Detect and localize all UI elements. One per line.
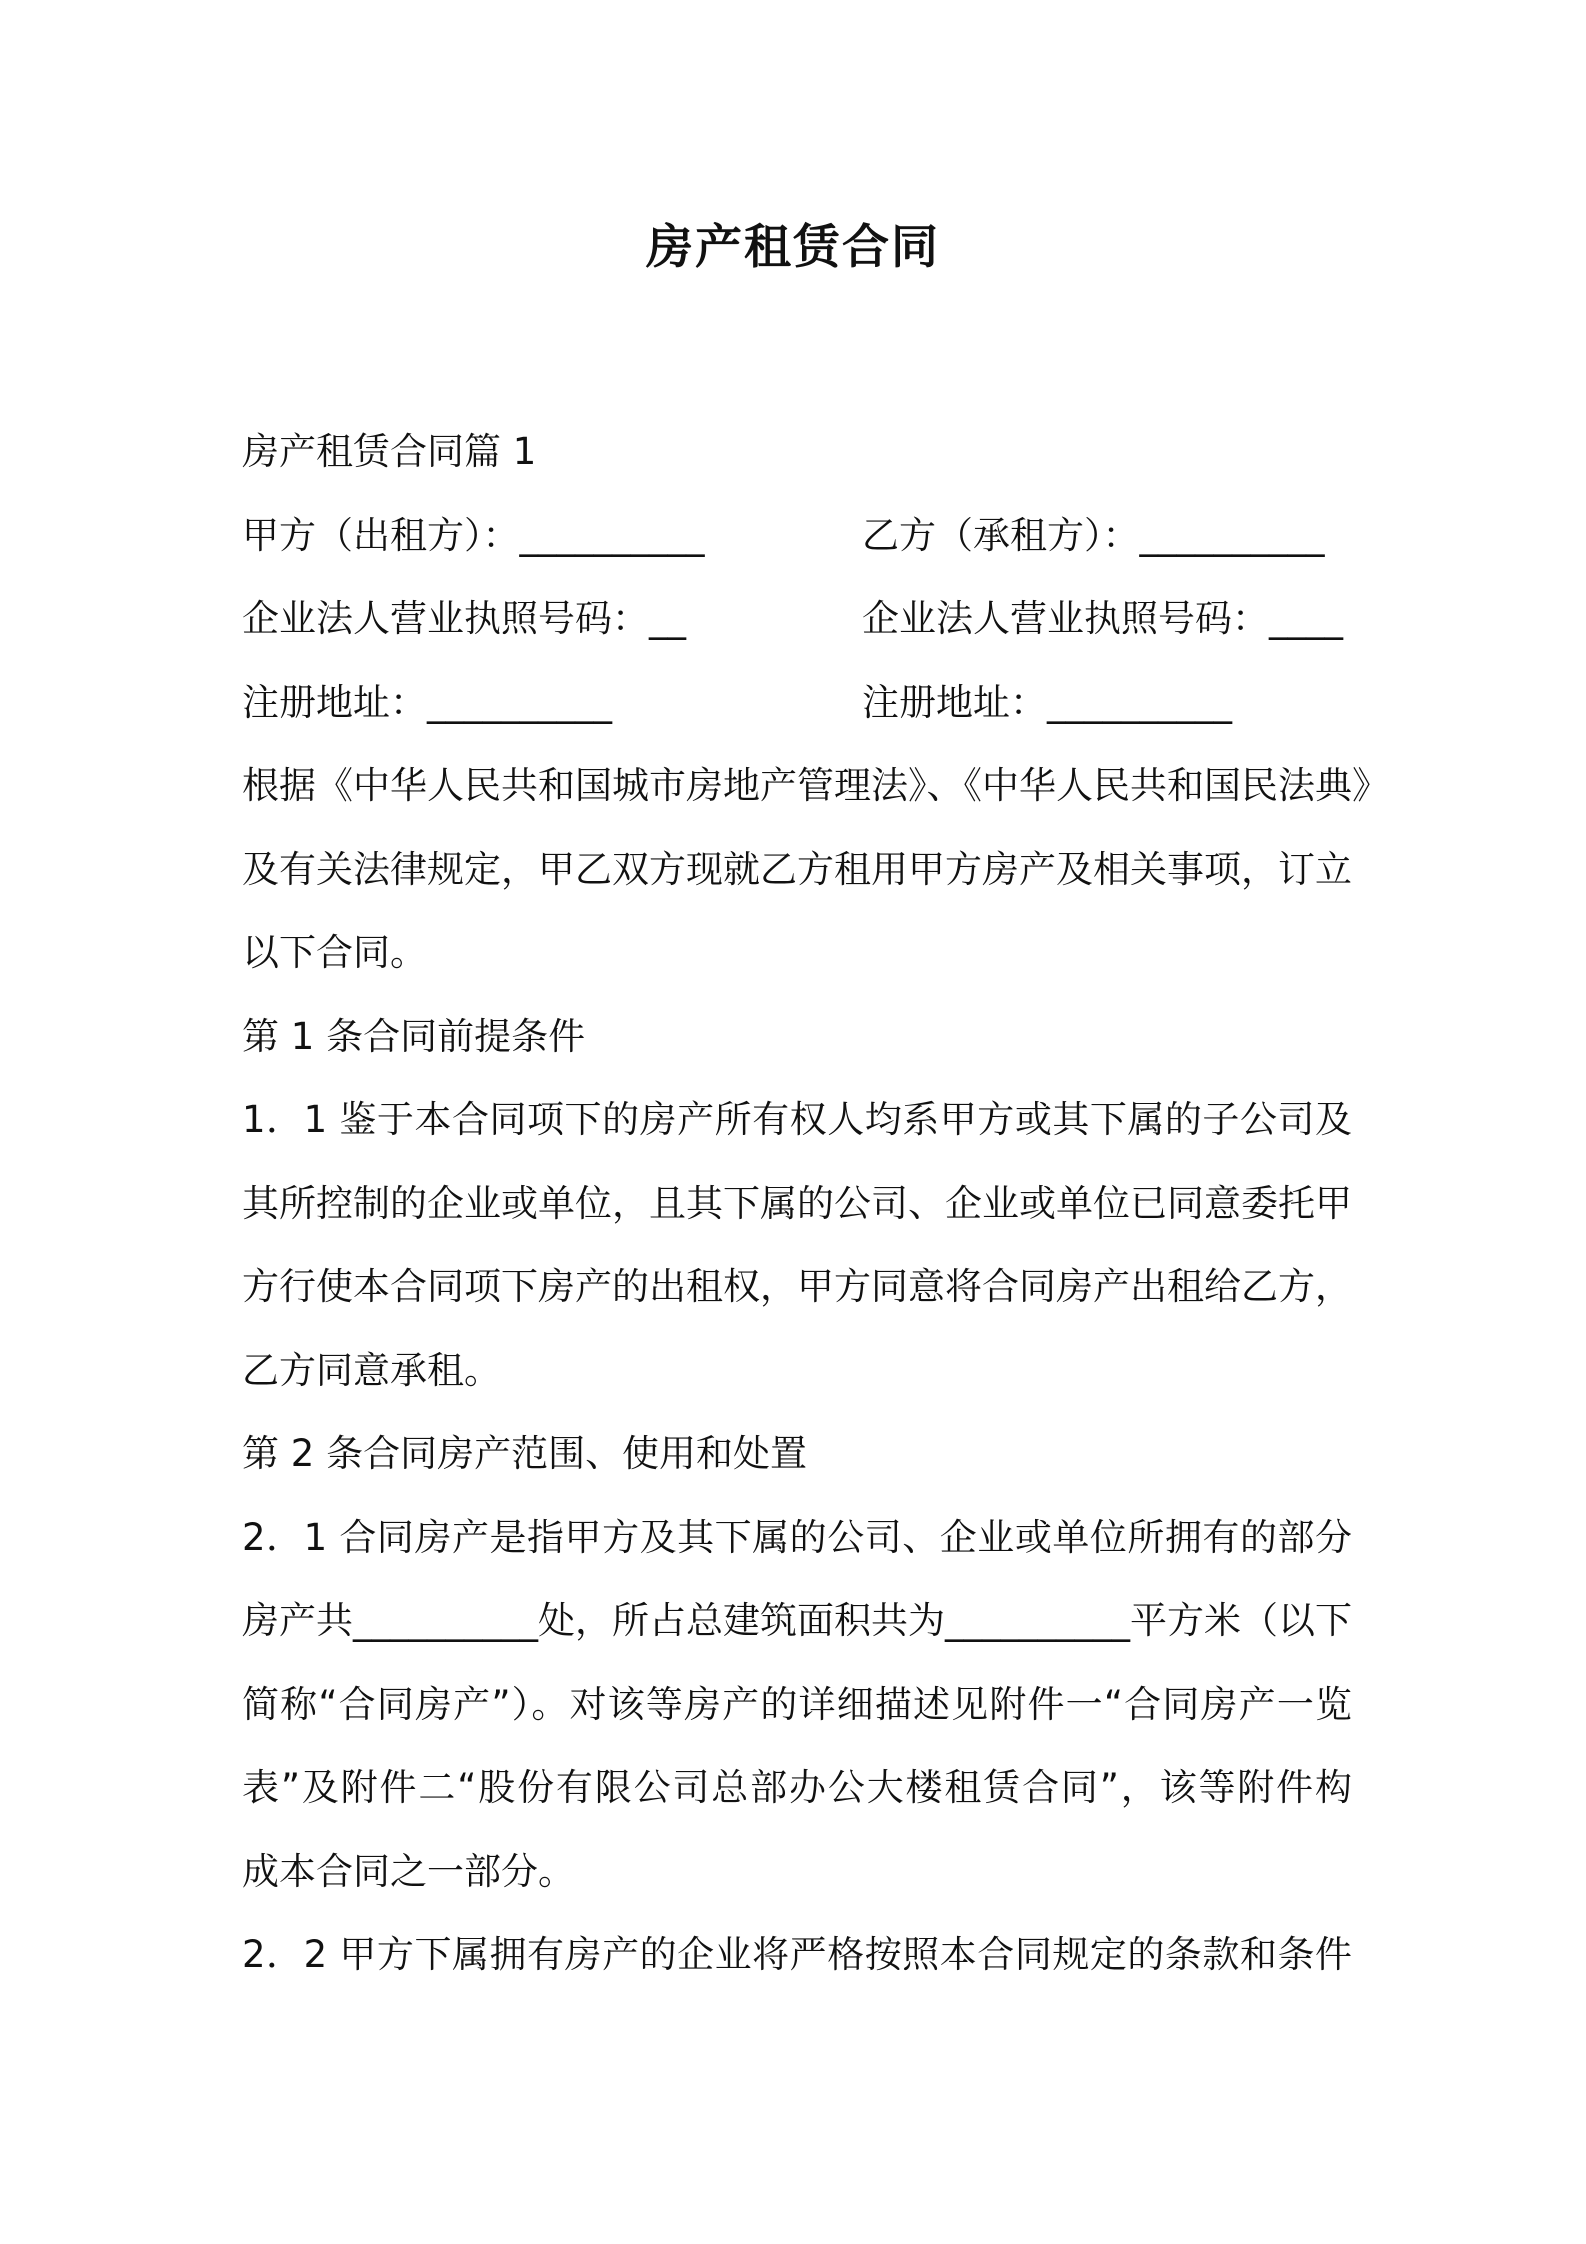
- article-1-line: 其所控制的企业或单位，且其下属的公司、企业或单位已同意委托甲: [242, 1181, 1352, 1225]
- clause-2-1-line: 成本合同之一部分。: [242, 1849, 575, 1893]
- article-1-line: 1．1 鉴于本合同项下的房产所有权人均系甲方或其下属的子公司及: [242, 1098, 1352, 1141]
- address-row: [242, 661, 1352, 745]
- party-row: [242, 494, 1352, 578]
- article-2-heading: 第 2 条合同房产范围、使用和处置: [242, 1432, 808, 1475]
- article-1-line: 乙方同意承租。: [242, 1348, 501, 1392]
- preamble-line: 及有关法律规定，甲乙双方现就乙方租用甲方房产及相关事项，订立: [242, 847, 1352, 891]
- article-1-line: 方行使本合同项下房产的出租权，甲方同意将合同房产出租给乙方，: [242, 1265, 1352, 1308]
- document-title: 房产租赁合同: [646, 220, 940, 275]
- clause-2-1-line: 房产共__________处，所占总建筑面积共为__________平方米（以下: [242, 1599, 1352, 1642]
- clause-2-1-line: 2．1 合同房产是指甲方及其下属的公司、企业或单位所拥有的部分: [242, 1515, 1352, 1559]
- article-1-heading: 第 1 条合同前提条件: [242, 1014, 586, 1058]
- document-body: [242, 410, 1389, 1997]
- address-a-field: 注册地址：__________: [242, 680, 612, 724]
- license-a-field: 企业法人营业执照号码：__: [242, 597, 686, 640]
- clause-2-1-line: 表”及附件二“股份有限公司总部办公大楼租赁合同”，该等附件构: [242, 1766, 1352, 1809]
- license-row: [242, 577, 1352, 661]
- license-b-field: 企业法人营业执照号码：____: [862, 597, 1343, 640]
- preamble-line: 根据《中华人民共和国城市房地产管理法》、《中华人民共和国民法典》: [242, 764, 1389, 807]
- party-b-field: 乙方（承租方）：__________: [862, 513, 1325, 557]
- address-b-field: 注册地址：__________: [862, 680, 1232, 724]
- clause-2-1-line: 简称“合同房产”）。对该等房产的详细描述见附件一“合同房产一览: [242, 1682, 1352, 1726]
- preamble-line: 以下合同。: [242, 931, 427, 974]
- section-heading: 房产租赁合同篇 1: [242, 430, 537, 473]
- party-a-field: 甲方（出租方）：__________: [242, 513, 705, 557]
- clause-2-2-line: 2．2 甲方下属拥有房产的企业将严格按照本合同规定的条款和条件: [242, 1933, 1352, 1976]
